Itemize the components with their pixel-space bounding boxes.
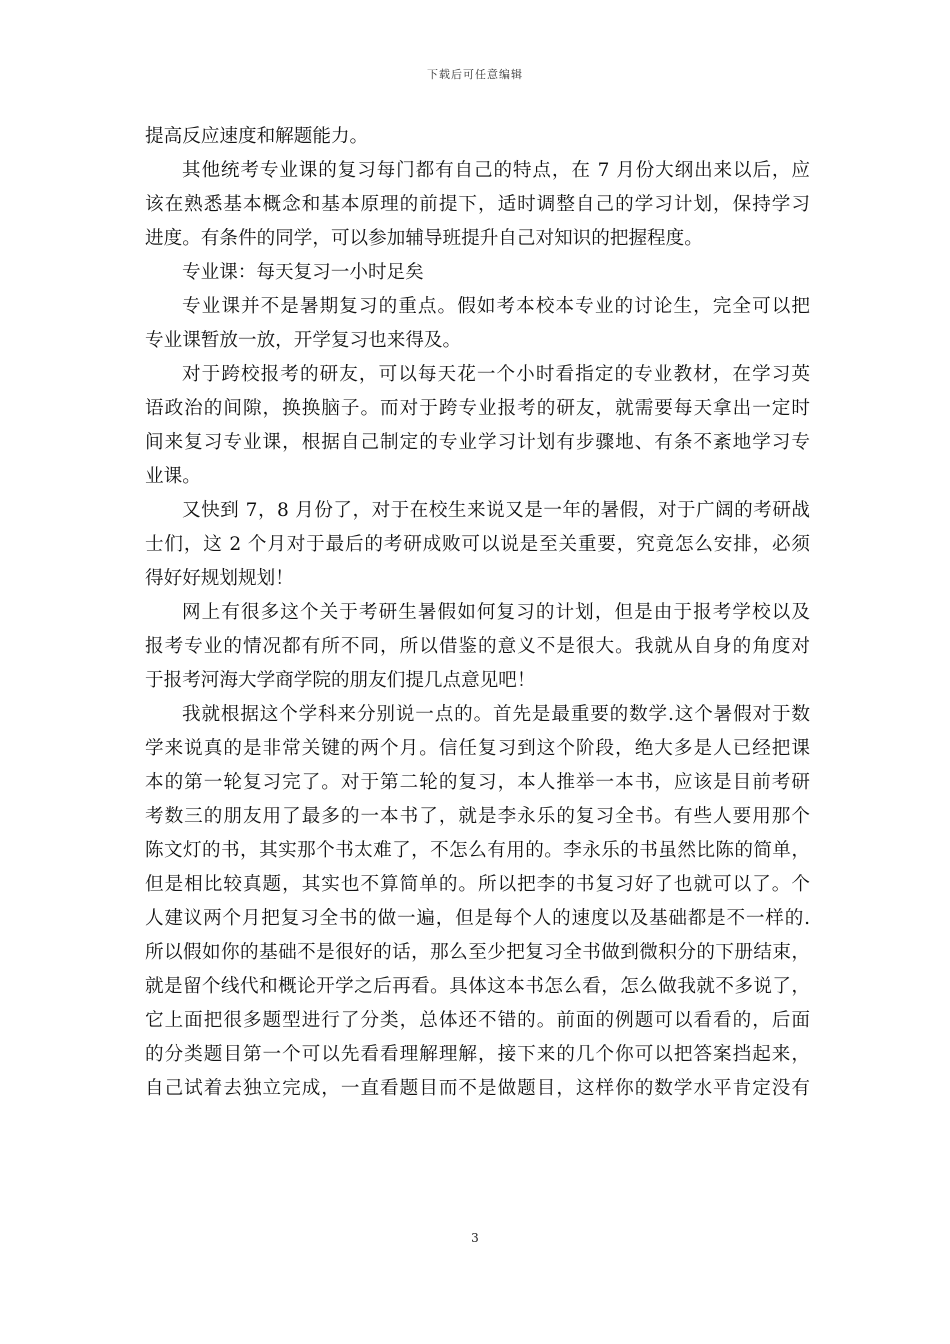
text-line: 学来说真的是非常关键的两个月。信任复习到这个阶段，绝大多是人已经把课 bbox=[145, 738, 810, 759]
text-line: 专业课：每天复习一小时足矣 bbox=[182, 262, 424, 283]
page-header: 下载后可任意编辑 bbox=[427, 68, 523, 81]
text-line: 于报考河海大学商学院的朋友们提几点意见吧！ bbox=[145, 670, 536, 691]
text-line: 士们，这 2 个月对于最后的考研成败可以说是至关重要，究竟怎么安排，必须 bbox=[145, 534, 810, 555]
text-line: 报考专业的情况都有所不同，所以借鉴的意义不是很大。我就从自身的角度对 bbox=[145, 636, 810, 657]
text-line: 专业课并不是暑期复习的重点。假如考本校本专业的讨论生，完全可以把 bbox=[182, 296, 810, 317]
text-line: 专业课暂放一放，开学复习也来得及。 bbox=[145, 330, 462, 351]
text-line: 得好好规划规划！ bbox=[145, 568, 294, 589]
text-line: 对于跨校报考的研友，可以每天花一个小时看指定的专业教材，在学习英 bbox=[182, 364, 810, 385]
text-line: 间来复习专业课，根据自己制定的专业学习计划有步骤地、有条不紊地学习专 bbox=[145, 432, 810, 453]
text-line: 的分类题目第一个可以先看看理解理解，接下来的几个你可以把答案挡起来， bbox=[145, 1044, 810, 1065]
text-line: 它上面把很多题型进行了分类，总体还不错的。前面的例题可以看看的，后面 bbox=[145, 1010, 810, 1031]
text-line: 考数三的朋友用了最多的一本书了，就是李永乐的复习全书。有些人要用那个 bbox=[145, 806, 810, 827]
text-line: 网上有很多这个关于考研生暑假如何复习的计划，但是由于报考学校以及 bbox=[182, 602, 810, 623]
text-line: 所以假如你的基础不是很好的话，那么至少把复习全书做到微积分的下册结束， bbox=[145, 942, 810, 963]
text-line: 人建议两个月把复习全书的做一遍，但是每个人的速度以及基础都是不一样的. bbox=[145, 908, 810, 929]
page-number: 3 bbox=[471, 1231, 479, 1245]
text-line: 自己试着去独立完成，一直看题目而不是做题目，这样你的数学水平肯定没有 bbox=[145, 1078, 810, 1099]
text-line: 又快到 7，8 月份了，对于在校生来说又是一年的暑假，对于广阔的考研战 bbox=[182, 500, 810, 521]
text-line: 提高反应速度和解题能力。 bbox=[145, 126, 369, 147]
text-line: 其他统考专业课的复习每门都有自己的特点，在 7 月份大纲出来以后，应 bbox=[182, 160, 810, 181]
text-line: 该在熟悉基本概念和基本原理的前提下，适时调整自己的学习计划，保持学习 bbox=[145, 194, 810, 215]
text-line: 本的第一轮复习完了。对于第二轮的复习，本人推举一本书，应该是目前考研 bbox=[145, 772, 810, 793]
text-line: 业课。 bbox=[145, 466, 201, 487]
text-line: 陈文灯的书，其实那个书太难了，不怎么有用的。李永乐的书虽然比陈的简单， bbox=[145, 840, 810, 861]
text-line: 语政治的间隙，换换脑子。而对于跨专业报考的研友，就需要每天拿出一定时 bbox=[145, 398, 810, 419]
document-body bbox=[145, 120, 810, 1106]
text-line: 但是相比较真题，其实也不算简单的。所以把李的书复习好了也就可以了。个 bbox=[145, 874, 810, 895]
text-line: 进度。有条件的同学，可以参加辅导班提升自己对知识的把握程度。 bbox=[145, 228, 703, 249]
text-line: 就是留个线代和概论开学之后再看。具体这本书怎么看，怎么做我就不多说了， bbox=[145, 976, 810, 997]
text-line: 我就根据这个学科来分别说一点的。首先是最重要的数学.这个暑假对于数 bbox=[182, 704, 810, 725]
